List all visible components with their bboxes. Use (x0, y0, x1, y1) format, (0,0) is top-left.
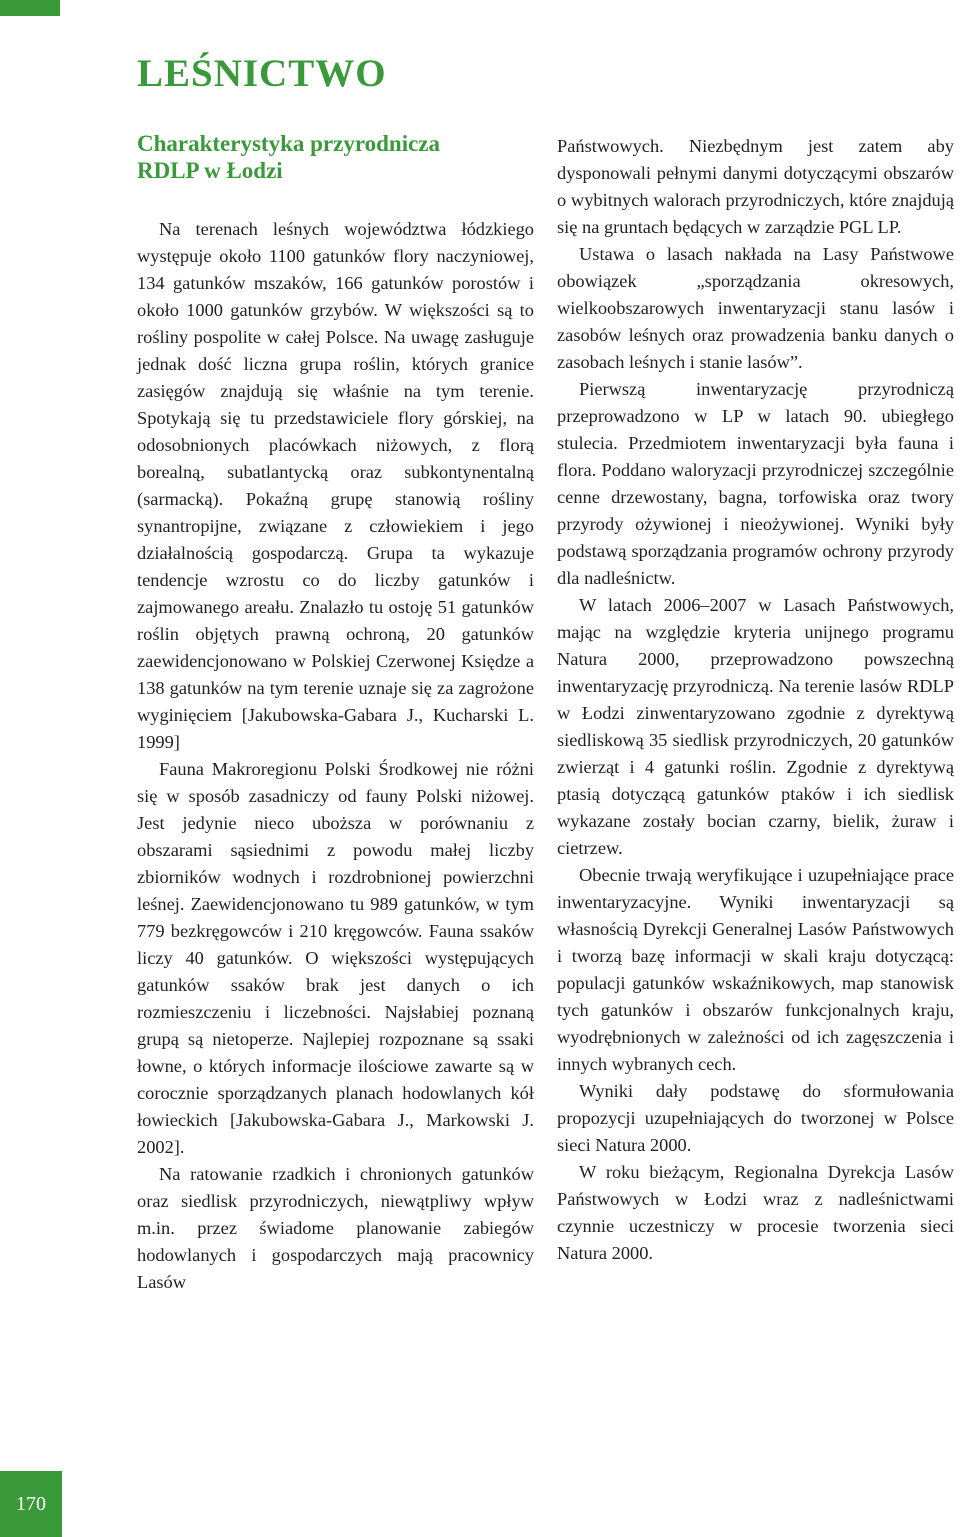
section-title: LEŚNICTWO (137, 52, 387, 95)
paragraph: Na terenach leśnych województwa łódzkiego występuje około 1100 gatunków flory naczyniowej, 134 gatunków mszaków, 166 gatunków porostów i około 1000 gatunków grzybów. W większości są to rośliny pospolite w całej Polsce. Na uwagę zasługuje jednak dość liczna grupa roślin, których granice zasięgów znajdują się właśnie na tym terenie. Spotykają się tu przedstawiciele flory górskiej, na odosobnionych placówkach niżowych, z florą borealną, subatlantycką oraz subkontynentalną (sarmacką). Pokaźną grupę stanowią rośliny synantropijne, związane z człowiekiem i jego działalnością gospodarczą. Grupa ta wykazuje tendencje wzrostu co do liczby gatunków i zajmowanego areału. Znalazło tu ostoję 51 gatunków roślin objętych prawną ochroną, 20 gatunków zaewidencjonowano w Polskiej Czerwonej Księdze a 138 gatunków na tym terenie uznaje się za zagrożone wyginięciem [Jakubowska-Gabara J., Kucharski L. 1999] (137, 219, 534, 752)
article-heading: Charakterystyka przyrodnicza RDLP w Łodzi (137, 131, 441, 183)
right-column (557, 133, 954, 1267)
left-column (137, 216, 534, 1296)
paragraph: Na ratowanie rzadkich i chronionych gatunków oraz siedlisk przyrodniczych, niewątpliwy wpływ m.in. przez świadome planowanie zabiegów hodowlanych i gospodarczych mają pracownicy Lasów (137, 1164, 534, 1292)
paragraph: Wyniki dały podstawę do sformułowania propozycji uzupełniających do tworzonej w Polsce sieci Natura 2000. (557, 1081, 954, 1155)
paragraph: Fauna Makroregionu Polski Środkowej nie różni się w sposób zasadniczy od fauny Polski niżowej. Jest jedynie nieco uboższa w porównaniu z obszarami sąsiednimi z powodu małej liczby zbiorników wodnych i rozdrobnionej powierzchni leśnej. Zaewidencjonowano tu 989 gatunków, w tym 779 bezkręgowców i 210 kręgowców. Fauna ssaków liczy 40 gatunków. O większości występujących gatunków ssaków brak jest danych o ich rozmieszczeniu i liczebności. Najsłabiej poznaną grupą są nietoperze. Najlepiej rozpoznane są ssaki łowne, o których informacje ilościowe zawarte są w corocznie sporządzanych planach hodowlanych kół łowieckich [Jakubowska-Gabara J., Markowski J. 2002]. (137, 759, 534, 1157)
paragraph: Obecnie trwają weryfikujące i uzupełniające prace inwentaryzacyjne. Wyniki inwentaryzacji są własnością Dyrekcji Generalnej Lasów Państwowych i tworzą bazę informacji w skali kraju dotyczącą: populacji gatunków wskaźnikowych, map stanowisk tych gatunków i obszarów funkcjonalnych kraju, wyodrębnionych w zależności od ich zagęszczenia i innych wybranych cech. (557, 865, 954, 1074)
page-number-badge (0, 1471, 62, 1537)
paragraph: Ustawa o lasach nakłada na Lasy Państwowe obowiązek „sporządzania okresowych, wielkoobszarowych inwentaryzacji stanu lasów i zasobów leśnych oraz prowadzenia banku danych o zasobach leśnych i stanie lasów”. (557, 244, 954, 372)
paragraph: Pierwszą inwentaryzację przyrodniczą przeprowadzono w LP w latach 90. ubiegłego stulecia. Przedmiotem inwentaryzacji była fauna i flora. Poddano waloryzacji przyrodniczej szczególnie cenne drzewostany, bagna, torfowiska oraz twory przyrody ożywionej i nieożywionej. Wyniki były podstawą sporządzania programów ochrony przyrody dla nadleśnictw. (557, 379, 954, 588)
paragraph: W roku bieżącym, Regionalna Dyrekcja Lasów Państwowych w Łodzi wraz z nadleśnictwami czynnie uczestniczy w procesie tworzenia sieci Natura 2000. (557, 1162, 954, 1263)
paragraph-continuation: Państwowych. Niezbędnym jest zatem aby dysponowali pełnymi danymi dotyczącymi obszarów o wybitnych walorach przyrodniczych, które znajdują się na gruntach będących w zarządzie PGL LP. (557, 136, 954, 237)
page-number: 170 (16, 1492, 46, 1515)
paragraph: W latach 2006–2007 w Lasach Państwowych, mając na względzie kryteria unijnego programu Natura 2000, przeprowadzono powszechną inwentaryzację przyrodniczą. Na terenie lasów RDLP w Łodzi zinwentaryzowano zgodnie z dyrektywą siedliskową 35 siedlisk przyrodniczych, 20 gatunków zwierząt i 4 gatunki roślin. Zgodnie z dyrektywą ptasią dotyczącą gatunków ptaków i ich siedlisk wykazane zostały bocian czarny, bielik, żuraw i cietrzew. (557, 595, 954, 858)
top-color-tab (0, 0, 60, 16)
